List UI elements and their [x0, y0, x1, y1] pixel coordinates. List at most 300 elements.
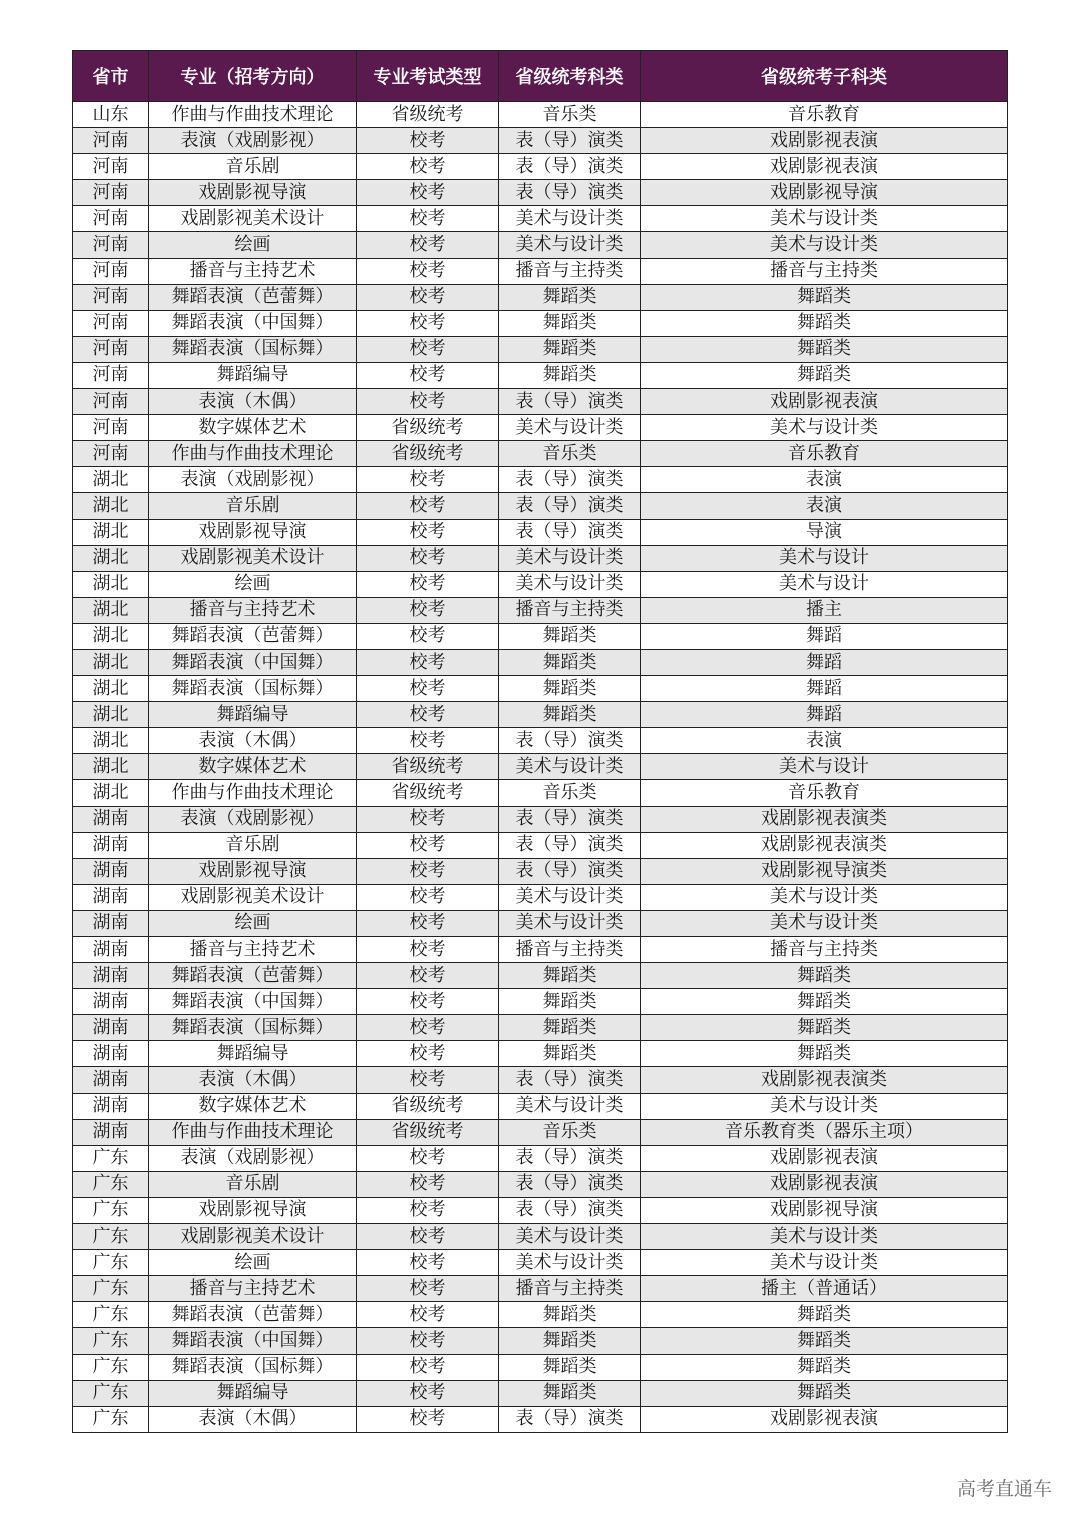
cell-exam-type: 校考	[357, 571, 499, 597]
cell-exam-type: 校考	[357, 1015, 499, 1041]
cell-exam-type: 校考	[357, 1197, 499, 1223]
cell-exam-type: 校考	[357, 728, 499, 754]
table-row	[73, 519, 1008, 545]
cell-exam-type: 校考	[357, 1354, 499, 1380]
cell-unified-category: 表（导）演类	[499, 728, 641, 754]
cell-unified-category: 播音与主持类	[499, 1276, 641, 1302]
cell-province: 河南	[73, 362, 149, 388]
table-row	[73, 910, 1008, 936]
cell-unified-category: 舞蹈类	[499, 676, 641, 702]
cell-exam-type: 省级统考	[357, 415, 499, 441]
table-row	[73, 571, 1008, 597]
cell-unified-category: 舞蹈类	[499, 702, 641, 728]
table-row	[73, 1093, 1008, 1119]
cell-unified-category: 舞蹈类	[499, 1380, 641, 1406]
cell-unified-subcategory: 美术与设计类	[641, 206, 1008, 232]
cell-exam-type: 校考	[357, 910, 499, 936]
cell-unified-category: 播音与主持类	[499, 937, 641, 963]
col-header-exam-type: 专业考试类型	[357, 51, 499, 102]
cell-unified-category: 播音与主持类	[499, 258, 641, 284]
cell-major: 戏剧影视导演	[149, 858, 357, 884]
cell-province: 湖北	[73, 519, 149, 545]
table-row	[73, 597, 1008, 623]
cell-unified-category: 表（导）演类	[499, 128, 641, 154]
cell-province: 湖北	[73, 676, 149, 702]
cell-exam-type: 校考	[357, 493, 499, 519]
cell-unified-subcategory: 表演	[641, 728, 1008, 754]
cell-province: 湖北	[73, 545, 149, 571]
cell-province: 湖南	[73, 858, 149, 884]
cell-exam-type: 校考	[357, 284, 499, 310]
cell-province: 湖南	[73, 910, 149, 936]
cell-major: 舞蹈表演（国标舞）	[149, 1015, 357, 1041]
table-row	[73, 284, 1008, 310]
cell-exam-type: 校考	[357, 937, 499, 963]
cell-major: 舞蹈表演（中国舞）	[149, 1328, 357, 1354]
cell-unified-category: 表（导）演类	[499, 1171, 641, 1197]
cell-province: 广东	[73, 1380, 149, 1406]
cell-unified-subcategory: 美术与设计类	[641, 884, 1008, 910]
table-row	[73, 728, 1008, 754]
cell-province: 湖南	[73, 1041, 149, 1067]
cell-unified-subcategory: 表演	[641, 493, 1008, 519]
cell-exam-type: 校考	[357, 1145, 499, 1171]
table-row	[73, 1328, 1008, 1354]
cell-unified-subcategory: 美术与设计类	[641, 415, 1008, 441]
cell-province: 河南	[73, 389, 149, 415]
cell-unified-category: 表（导）演类	[499, 1145, 641, 1171]
table-row	[73, 545, 1008, 571]
table-row	[73, 493, 1008, 519]
cell-major: 舞蹈编导	[149, 362, 357, 388]
cell-major: 戏剧影视导演	[149, 1197, 357, 1223]
cell-province: 湖北	[73, 493, 149, 519]
cell-major: 数字媒体艺术	[149, 415, 357, 441]
cell-unified-subcategory: 舞蹈类	[641, 1380, 1008, 1406]
cell-exam-type: 校考	[357, 1380, 499, 1406]
cell-major: 音乐剧	[149, 154, 357, 180]
cell-unified-category: 美术与设计类	[499, 910, 641, 936]
cell-province: 广东	[73, 1145, 149, 1171]
table-row	[73, 310, 1008, 336]
cell-major: 表演（戏剧影视）	[149, 128, 357, 154]
cell-unified-category: 美术与设计类	[499, 232, 641, 258]
table-row	[73, 937, 1008, 963]
cell-exam-type: 省级统考	[357, 1093, 499, 1119]
cell-major: 舞蹈编导	[149, 1041, 357, 1067]
table-row	[73, 1380, 1008, 1406]
cell-unified-subcategory: 美术与设计	[641, 571, 1008, 597]
cell-unified-subcategory: 美术与设计类	[641, 910, 1008, 936]
cell-unified-subcategory: 戏剧影视导演类	[641, 858, 1008, 884]
cell-exam-type: 校考	[357, 258, 499, 284]
cell-province: 湖南	[73, 1067, 149, 1093]
table-row	[73, 1224, 1008, 1250]
cell-major: 戏剧影视美术设计	[149, 884, 357, 910]
table-row	[73, 232, 1008, 258]
cell-major: 舞蹈编导	[149, 1380, 357, 1406]
cell-exam-type: 校考	[357, 467, 499, 493]
cell-unified-category: 音乐类	[499, 102, 641, 128]
cell-exam-type: 校考	[357, 963, 499, 989]
table-row	[73, 1302, 1008, 1328]
cell-unified-category: 美术与设计类	[499, 415, 641, 441]
cell-exam-type: 校考	[357, 206, 499, 232]
table-row	[73, 1250, 1008, 1276]
cell-province: 湖南	[73, 989, 149, 1015]
cell-major: 舞蹈表演（国标舞）	[149, 336, 357, 362]
table-row	[73, 754, 1008, 780]
cell-unified-category: 美术与设计类	[499, 1224, 641, 1250]
cell-major: 舞蹈表演（国标舞）	[149, 1354, 357, 1380]
cell-unified-subcategory: 舞蹈类	[641, 310, 1008, 336]
cell-unified-subcategory: 舞蹈类	[641, 336, 1008, 362]
cell-unified-subcategory: 舞蹈	[641, 702, 1008, 728]
cell-exam-type: 校考	[357, 597, 499, 623]
table-row	[73, 1171, 1008, 1197]
cell-province: 广东	[73, 1302, 149, 1328]
cell-unified-subcategory: 表演	[641, 467, 1008, 493]
table-row	[73, 832, 1008, 858]
cell-unified-subcategory: 舞蹈类	[641, 989, 1008, 1015]
cell-unified-subcategory: 戏剧影视表演	[641, 128, 1008, 154]
table-row	[73, 858, 1008, 884]
cell-major: 舞蹈表演（中国舞）	[149, 649, 357, 675]
cell-unified-category: 舞蹈类	[499, 362, 641, 388]
cell-major: 绘画	[149, 571, 357, 597]
table-row	[73, 258, 1008, 284]
table-row	[73, 128, 1008, 154]
cell-major: 播音与主持艺术	[149, 597, 357, 623]
cell-province: 广东	[73, 1197, 149, 1223]
cell-unified-category: 舞蹈类	[499, 310, 641, 336]
cell-province: 湖北	[73, 597, 149, 623]
table-row	[73, 154, 1008, 180]
cell-exam-type: 校考	[357, 806, 499, 832]
cell-unified-category: 表（导）演类	[499, 467, 641, 493]
cell-unified-category: 舞蹈类	[499, 1354, 641, 1380]
cell-major: 表演（木偶）	[149, 1067, 357, 1093]
table-row	[73, 1041, 1008, 1067]
cell-major: 表演（戏剧影视）	[149, 1145, 357, 1171]
cell-major: 绘画	[149, 910, 357, 936]
cell-province: 河南	[73, 206, 149, 232]
cell-major: 舞蹈表演（芭蕾舞）	[149, 623, 357, 649]
table-row	[73, 989, 1008, 1015]
cell-exam-type: 校考	[357, 1224, 499, 1250]
cell-province: 广东	[73, 1354, 149, 1380]
cell-unified-category: 表（导）演类	[499, 519, 641, 545]
cell-unified-category: 舞蹈类	[499, 963, 641, 989]
cell-unified-category: 舞蹈类	[499, 623, 641, 649]
cell-major: 音乐剧	[149, 1171, 357, 1197]
cell-major: 音乐剧	[149, 832, 357, 858]
cell-exam-type: 省级统考	[357, 780, 499, 806]
cell-unified-category: 播音与主持类	[499, 597, 641, 623]
cell-unified-subcategory: 音乐教育	[641, 780, 1008, 806]
cell-unified-subcategory: 戏剧影视表演	[641, 154, 1008, 180]
table-row	[73, 1145, 1008, 1171]
cell-major: 表演（木偶）	[149, 1406, 357, 1432]
cell-province: 广东	[73, 1406, 149, 1432]
admissions-table	[72, 50, 1008, 1433]
cell-major: 数字媒体艺术	[149, 754, 357, 780]
cell-unified-category: 表（导）演类	[499, 1197, 641, 1223]
cell-major: 播音与主持艺术	[149, 258, 357, 284]
cell-major: 作曲与作曲技术理论	[149, 1119, 357, 1145]
cell-unified-category: 美术与设计类	[499, 1093, 641, 1119]
cell-province: 湖北	[73, 728, 149, 754]
cell-unified-subcategory: 戏剧影视表演类	[641, 1067, 1008, 1093]
col-header-province: 省市	[73, 51, 149, 102]
cell-province: 广东	[73, 1328, 149, 1354]
cell-unified-category: 美术与设计类	[499, 754, 641, 780]
table-row	[73, 336, 1008, 362]
cell-major: 绘画	[149, 232, 357, 258]
cell-province: 湖南	[73, 1093, 149, 1119]
cell-unified-category: 美术与设计类	[499, 545, 641, 571]
cell-exam-type: 校考	[357, 989, 499, 1015]
cell-province: 湖南	[73, 1015, 149, 1041]
cell-unified-category: 舞蹈类	[499, 284, 641, 310]
cell-unified-category: 舞蹈类	[499, 1041, 641, 1067]
cell-unified-subcategory: 舞蹈类	[641, 1041, 1008, 1067]
cell-unified-subcategory: 舞蹈类	[641, 1354, 1008, 1380]
cell-province: 湖北	[73, 623, 149, 649]
cell-unified-subcategory: 美术与设计类	[641, 1093, 1008, 1119]
cell-province: 湖北	[73, 780, 149, 806]
cell-exam-type: 校考	[357, 676, 499, 702]
table-row	[73, 649, 1008, 675]
cell-unified-subcategory: 舞蹈类	[641, 1328, 1008, 1354]
cell-major: 表演（木偶）	[149, 389, 357, 415]
cell-unified-category: 音乐类	[499, 780, 641, 806]
table-row	[73, 676, 1008, 702]
cell-province: 广东	[73, 1224, 149, 1250]
cell-major: 舞蹈表演（中国舞）	[149, 989, 357, 1015]
table-row	[73, 1406, 1008, 1432]
cell-unified-subcategory: 舞蹈类	[641, 1015, 1008, 1041]
cell-major: 绘画	[149, 1250, 357, 1276]
cell-exam-type: 省级统考	[357, 102, 499, 128]
cell-unified-subcategory: 戏剧影视表演	[641, 1171, 1008, 1197]
cell-unified-category: 舞蹈类	[499, 989, 641, 1015]
table-row	[73, 467, 1008, 493]
cell-major: 表演（戏剧影视）	[149, 467, 357, 493]
cell-exam-type: 校考	[357, 623, 499, 649]
cell-unified-category: 舞蹈类	[499, 1302, 641, 1328]
col-header-unified-category: 省级统考科类	[499, 51, 641, 102]
cell-major: 戏剧影视美术设计	[149, 1224, 357, 1250]
cell-exam-type: 校考	[357, 884, 499, 910]
cell-province: 湖南	[73, 832, 149, 858]
table-row	[73, 102, 1008, 128]
cell-province: 湖南	[73, 1119, 149, 1145]
cell-unified-subcategory: 舞蹈	[641, 623, 1008, 649]
cell-unified-category: 表（导）演类	[499, 832, 641, 858]
cell-province: 河南	[73, 336, 149, 362]
table-row	[73, 441, 1008, 467]
cell-province: 广东	[73, 1250, 149, 1276]
cell-unified-subcategory: 音乐教育	[641, 441, 1008, 467]
cell-exam-type: 校考	[357, 832, 499, 858]
table-row	[73, 415, 1008, 441]
table-row	[73, 963, 1008, 989]
watermark-text: 高考直通车	[956, 1478, 1052, 1500]
cell-province: 湖南	[73, 963, 149, 989]
cell-major: 表演（木偶）	[149, 728, 357, 754]
cell-unified-category: 美术与设计类	[499, 206, 641, 232]
cell-unified-subcategory: 戏剧影视表演	[641, 1406, 1008, 1432]
table-row	[73, 1276, 1008, 1302]
cell-exam-type: 校考	[357, 154, 499, 180]
cell-major: 戏剧影视美术设计	[149, 545, 357, 571]
cell-unified-subcategory: 播音与主持类	[641, 937, 1008, 963]
cell-province: 广东	[73, 1171, 149, 1197]
cell-major: 戏剧影视导演	[149, 180, 357, 206]
table-row	[73, 1015, 1008, 1041]
cell-major: 舞蹈表演（芭蕾舞）	[149, 963, 357, 989]
table-row	[73, 623, 1008, 649]
cell-unified-subcategory: 美术与设计	[641, 754, 1008, 780]
cell-province: 湖北	[73, 649, 149, 675]
cell-unified-subcategory: 戏剧影视表演类	[641, 832, 1008, 858]
cell-province: 湖南	[73, 884, 149, 910]
cell-unified-subcategory: 戏剧影视导演	[641, 1197, 1008, 1223]
cell-unified-subcategory: 播主（普通话）	[641, 1276, 1008, 1302]
cell-exam-type: 校考	[357, 519, 499, 545]
cell-province: 湖北	[73, 571, 149, 597]
cell-exam-type: 校考	[357, 232, 499, 258]
cell-province: 湖北	[73, 754, 149, 780]
table-row	[73, 180, 1008, 206]
cell-province: 河南	[73, 180, 149, 206]
table-row	[73, 780, 1008, 806]
cell-unified-subcategory: 舞蹈类	[641, 362, 1008, 388]
cell-exam-type: 校考	[357, 1328, 499, 1354]
cell-exam-type: 省级统考	[357, 441, 499, 467]
cell-unified-subcategory: 戏剧影视表演类	[641, 806, 1008, 832]
cell-unified-category: 美术与设计类	[499, 571, 641, 597]
table-row	[73, 1197, 1008, 1223]
cell-exam-type: 省级统考	[357, 754, 499, 780]
cell-unified-category: 表（导）演类	[499, 858, 641, 884]
cell-major: 数字媒体艺术	[149, 1093, 357, 1119]
cell-unified-subcategory: 美术与设计类	[641, 232, 1008, 258]
cell-exam-type: 校考	[357, 336, 499, 362]
cell-province: 河南	[73, 310, 149, 336]
cell-unified-subcategory: 美术与设计类	[641, 1250, 1008, 1276]
cell-unified-category: 美术与设计类	[499, 1250, 641, 1276]
cell-unified-subcategory: 音乐教育	[641, 102, 1008, 128]
cell-exam-type: 校考	[357, 128, 499, 154]
cell-exam-type: 校考	[357, 1171, 499, 1197]
cell-unified-subcategory: 舞蹈类	[641, 963, 1008, 989]
cell-unified-subcategory: 音乐教育类（器乐主项）	[641, 1119, 1008, 1145]
cell-major: 舞蹈表演（芭蕾舞）	[149, 1302, 357, 1328]
cell-major: 作曲与作曲技术理论	[149, 441, 357, 467]
cell-unified-category: 舞蹈类	[499, 1328, 641, 1354]
cell-unified-category: 表（导）演类	[499, 806, 641, 832]
cell-exam-type: 校考	[357, 649, 499, 675]
cell-exam-type: 校考	[357, 545, 499, 571]
cell-major: 音乐剧	[149, 493, 357, 519]
cell-major: 戏剧影视导演	[149, 519, 357, 545]
cell-major: 舞蹈表演（芭蕾舞）	[149, 284, 357, 310]
cell-unified-category: 音乐类	[499, 1119, 641, 1145]
cell-unified-subcategory: 舞蹈类	[641, 284, 1008, 310]
cell-unified-category: 表（导）演类	[499, 154, 641, 180]
cell-unified-subcategory: 戏剧影视表演	[641, 1145, 1008, 1171]
table-row	[73, 1067, 1008, 1093]
cell-exam-type: 校考	[357, 702, 499, 728]
cell-unified-subcategory: 戏剧影视表演	[641, 389, 1008, 415]
cell-major: 作曲与作曲技术理论	[149, 102, 357, 128]
cell-unified-category: 舞蹈类	[499, 649, 641, 675]
cell-exam-type: 校考	[357, 362, 499, 388]
table-header	[73, 51, 1008, 102]
table-row	[73, 1354, 1008, 1380]
cell-exam-type: 校考	[357, 1250, 499, 1276]
cell-province: 河南	[73, 441, 149, 467]
cell-province: 河南	[73, 415, 149, 441]
cell-exam-type: 校考	[357, 1302, 499, 1328]
cell-province: 湖南	[73, 937, 149, 963]
cell-exam-type: 校考	[357, 1276, 499, 1302]
cell-province: 广东	[73, 1276, 149, 1302]
cell-province: 山东	[73, 102, 149, 128]
cell-province: 河南	[73, 154, 149, 180]
cell-province: 河南	[73, 232, 149, 258]
table-row	[73, 702, 1008, 728]
cell-major: 表演（戏剧影视）	[149, 806, 357, 832]
col-header-major: 专业（招考方向）	[149, 51, 357, 102]
cell-unified-category: 表（导）演类	[499, 180, 641, 206]
cell-province: 湖北	[73, 467, 149, 493]
cell-unified-category: 舞蹈类	[499, 1015, 641, 1041]
cell-unified-subcategory: 舞蹈类	[641, 1302, 1008, 1328]
cell-unified-subcategory: 戏剧影视导演	[641, 180, 1008, 206]
cell-major: 舞蹈表演（国标舞）	[149, 676, 357, 702]
table-row	[73, 206, 1008, 232]
cell-major: 播音与主持艺术	[149, 937, 357, 963]
cell-exam-type: 校考	[357, 1406, 499, 1432]
cell-major: 播音与主持艺术	[149, 1276, 357, 1302]
cell-major: 舞蹈编导	[149, 702, 357, 728]
cell-major: 作曲与作曲技术理论	[149, 780, 357, 806]
cell-unified-category: 舞蹈类	[499, 336, 641, 362]
cell-unified-subcategory: 导演	[641, 519, 1008, 545]
cell-exam-type: 校考	[357, 1041, 499, 1067]
table-row	[73, 884, 1008, 910]
cell-unified-category: 音乐类	[499, 441, 641, 467]
cell-unified-subcategory: 美术与设计类	[641, 1224, 1008, 1250]
cell-province: 湖南	[73, 806, 149, 832]
cell-exam-type: 校考	[357, 1067, 499, 1093]
cell-unified-subcategory: 舞蹈	[641, 649, 1008, 675]
cell-exam-type: 校考	[357, 310, 499, 336]
cell-province: 河南	[73, 284, 149, 310]
table-row	[73, 362, 1008, 388]
cell-major: 舞蹈表演（中国舞）	[149, 310, 357, 336]
cell-unified-category: 表（导）演类	[499, 493, 641, 519]
cell-unified-category: 表（导）演类	[499, 1406, 641, 1432]
cell-unified-subcategory: 播音与主持类	[641, 258, 1008, 284]
table-body	[73, 102, 1008, 1433]
cell-province: 河南	[73, 128, 149, 154]
header-row	[73, 51, 1008, 102]
table-row	[73, 806, 1008, 832]
